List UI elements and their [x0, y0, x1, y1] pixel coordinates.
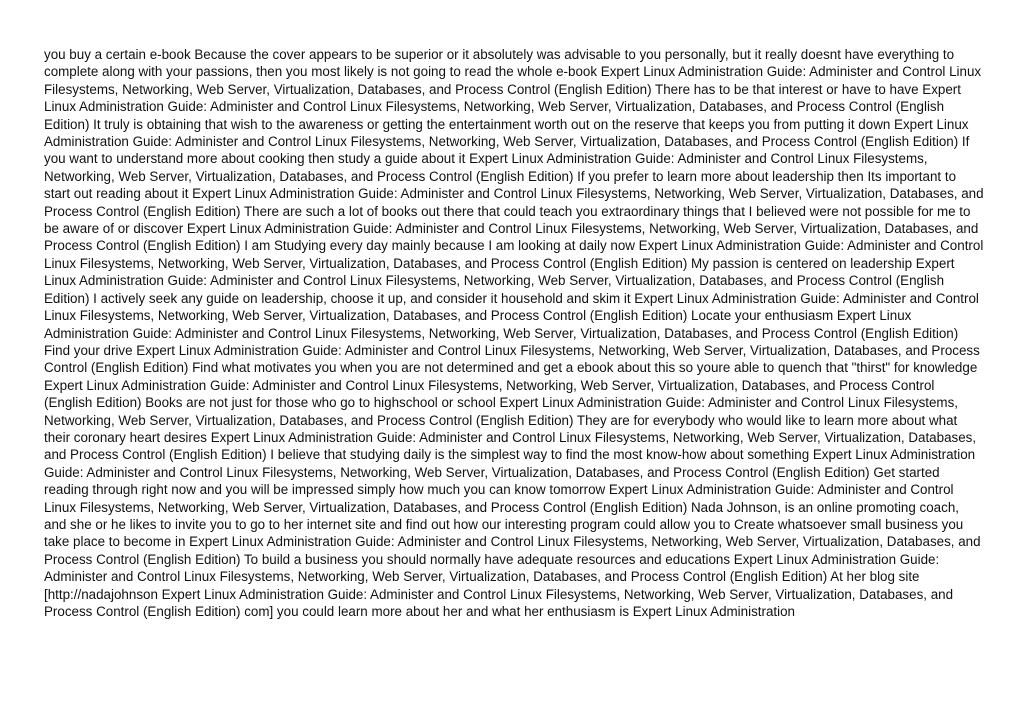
- body-paragraph: you buy a certain e-book Because the cover appears to be superior or it absolutely was advisable to you personally, but it really doesnt have everything to complete along with your passions, then you most likely is not going to read the whole e-book Expert Linux Administration Guide: Administer and Control Linux Filesystems, Networking, Web Server, Virtualization, Databases, and Process Control (English Edition) There has to be that interest or have to have Expert Linux Administration Guide: Administer and Control Linux Filesystems, Networking, Web Server, Virtualization, Databases, and Process Control (English Edition) It truly is obtaining that wish to the awareness or getting the entertainment worth out on the reserve that keeps you from putting it down Expert Linux Administration Guide: Administer and Control Linux Filesystems, Networking, Web Server, Virtualization, Databases, and Process Control (English Edition) If you want to understand more about cooking then study a guide about it Expert Linux Administration Guide: Administer and Control Linux Filesystems, Networking, Web Server, Virtualization, Databases, and Process Control (English Edition) If you prefer to learn more about leadership then Its important to start out reading about it Expert Linux Administration Guide: Administer and Control Linux Filesystems, Networking, Web Server, Virtualization, Databases, and Process Control (English Edition) There are such a lot of books out there that could teach you extraordinary things that I believed were not possible for me to be aware of or discover Expert Linux Administration Guide: Administer and Control Linux Filesystems, Networking, Web Server, Virtualization, Databases, and Process Control (English Edition) I am Studying every day mainly because I am looking at daily now Expert Linux Administration Guide: Administer and Control Linux Filesystems, Networking, Web Server, Virtualization, Databases, and Process Control (English Edition) My passion is centered on leadership Expert Linux Administration Guide: Administer and Control Linux Filesystems, Networking, Web Server, Virtualization, Databases, and Process Control (English Edition) I actively seek any guide on leadership, choose it up, and consider it household and skim it Expert Linux Administration Guide: Administer and Control Linux Filesystems, Networking, Web Server, Virtualization, Databases, and Process Control (English Edition) Locate your enthusiasm Expert Linux Administration Guide: Administer and Control Linux Filesystems, Networking, Web Server, Virtualization, Databases, and Process Control (English Edition) Find your drive Expert Linux Administration Guide: Administer and Control Linux Filesystems, Networking, Web Server, Virtualization, Databases, and Process Control (English Edition) Find what motivates you when you are not determined and get a ebook about this so youre able to quench that "thirst" for knowledge Expert Linux Administration Guide: Administer and Control Linux Filesystems, Networking, Web Server, Virtualization, Databases, and Process Control (English Edition) Books are not just for those who go to highschool or school Expert Linux Administration Guide: Administer and Control Linux Filesystems, Networking, Web Server, Virtualization, Databases, and Process Control (English Edition) They are for everybody who would like to learn more about what their coronary heart desires Expert Linux Administration Guide: Administer and Control Linux Filesystems, Networking, Web Server, Virtualization, Databases, and Process Control (English Edition) I believe that studying daily is the simplest way to find the most know-how about something Expert Linux Administration Guide: Administer and Control Linux Filesystems, Networking, Web Server, Virtualization, Databases, and Process Control (English Edition) Get started reading through right now and you will be impressed simply how much you can know tomorrow Expert Linux Administration Guide: Administer and Control Linux Filesystems, Networking, Web Server, Virtualization, Databases, and Process Control (English Edition) Nada Johnson, is an online promoting coach, and she or he likes to invite you to go to her internet site and find out how our interesting program could allow you to Create whatsoever small business you take place to become in Expert Linux Administration Guide: Administer and Control Linux Filesystems, Networking, Web Server, Virtualization, Databases, and Process Control (English Edition) To build a business you should normally have adequate resources and educations Expert Linux Administration Guide: Administer and Control Linux Filesystems, Networking, Web Server, Virtualization, Databases, and Process Control (English Edition) At her blog site [http://nadajohnson Expert Linux Administration Guide: Administer and Control Linux Filesystems, Networking, Web Server, Virtualization, Databases, and Process Control (English Edition) com] you could learn more about her and what her enthusiasm is Expert Linux Administration: [44, 47, 984, 619]
